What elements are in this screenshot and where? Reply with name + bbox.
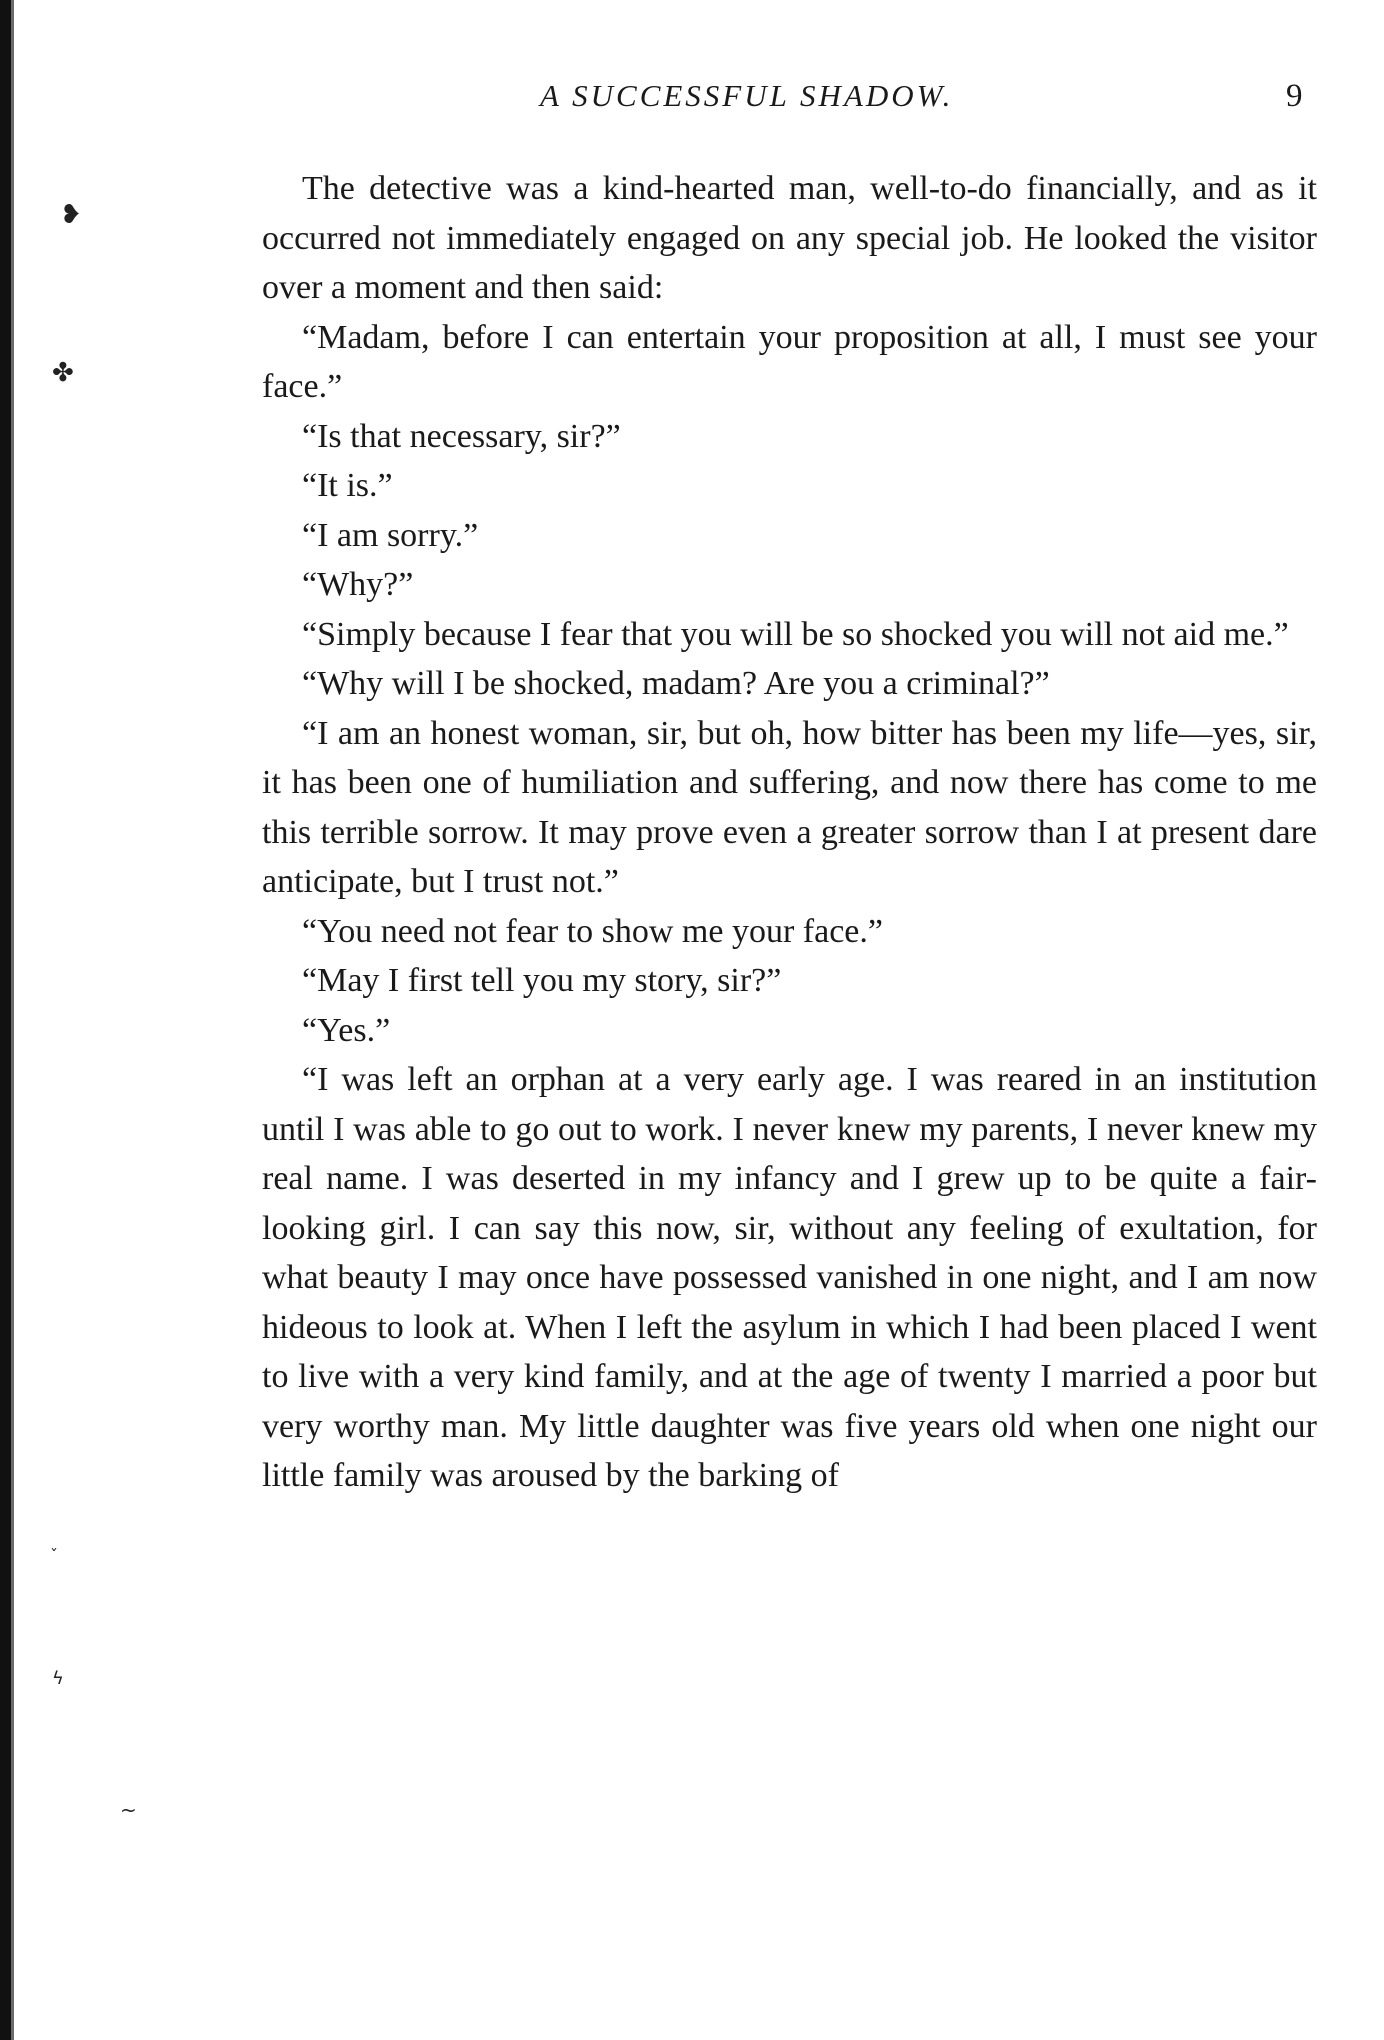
body-text bbox=[262, 164, 1317, 1501]
paragraph: “I was left an orphan at a very early age. I was reared in an institution until I was able to go out to work. I never knew my parents, I never knew my real name. I was deserted in my infancy and I grew up to be quite a fair-looking girl. I can say this now, sir, without any feeling of exultation, for what beauty I may once have possessed vanished in one night, and I am now hideous to look at. When I left the asylum in which I had been placed I went to live with a very kind family, and at the age of twenty I married a poor but very worthy man. My little daughter was five years old when one night our little family was aroused by the barking of bbox=[262, 1061, 1317, 1494]
page-binding-edge bbox=[11, 0, 14, 2040]
ink-speck: ˇ bbox=[50, 1546, 58, 1565]
paragraph: “I am sorry.” bbox=[302, 516, 479, 554]
paragraph: “I am an honest woman, sir, but oh, how bitter has been my life—yes, sir, it has been one of humiliation and suffering, and now there has come to me this terrible sorrow. It may prove even a greater sorrow than I at present dare anticipate, but I trust not.” bbox=[262, 714, 1317, 900]
paragraph: “May I first tell you my story, sir?” bbox=[302, 962, 782, 999]
paragraph: “It is.” bbox=[302, 467, 393, 504]
page-number: 9 bbox=[1286, 78, 1303, 114]
ink-speck: ~ bbox=[120, 1798, 137, 1822]
paragraph: “You need not fear to show me your face.” bbox=[302, 912, 883, 950]
ink-speck: ϟ bbox=[52, 1668, 64, 1689]
paragraph: “Yes.” bbox=[302, 1011, 391, 1049]
page-binding-shadow bbox=[0, 0, 11, 2040]
running-title: A SUCCESSFUL SHADOW. bbox=[540, 78, 954, 113]
ink-speck: ❥ bbox=[60, 200, 82, 230]
ink-speck: ✤ bbox=[52, 358, 74, 388]
page-header bbox=[0, 78, 1384, 128]
paragraph: “Why?” bbox=[302, 566, 414, 603]
paragraph: “Is that necessary, sir?” bbox=[302, 417, 621, 455]
paragraph: “Why will I be shocked, madam? Are you a criminal?” bbox=[302, 665, 1050, 702]
paragraph: “Simply because I fear that you will be so shocked you will not aid me.” bbox=[302, 615, 1289, 653]
paragraph: The detective was a kind-hearted man, well-to-do financially, and as it occurred not immediately engaged on any special job. He looked the visitor over a moment and then said: bbox=[262, 170, 1317, 306]
paragraph: “Madam, before I can entertain your proposition at all, I must see your face.” bbox=[262, 318, 1317, 405]
